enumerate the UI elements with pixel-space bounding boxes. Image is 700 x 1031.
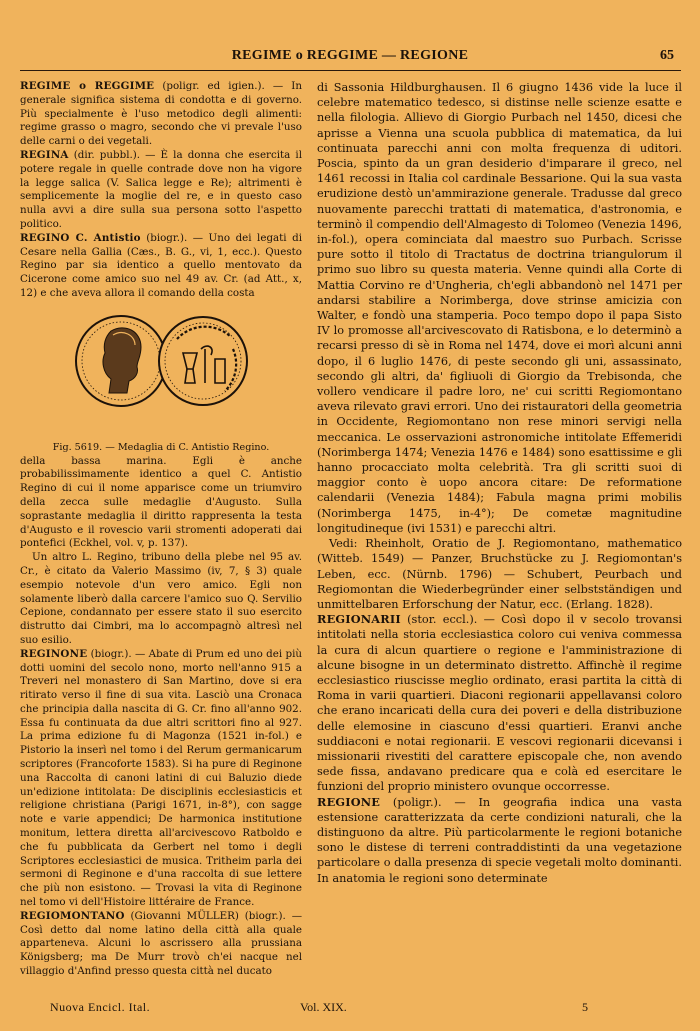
entry-headword: REGINA: [20, 148, 69, 161]
entry-headword: REGIONE: [317, 794, 381, 809]
right-column: [317, 80, 682, 886]
entry-regiomontano-refs: Vedi: Rheinholt, Oratio de J. Regiomontano, mathematico (Witteb. 1549) — Panzer, Bruchstücke zu J. Regiomontan's Leben, ecc. (Nürnb. 1796) — Schubert, Peurbach und Regiomontan die Wiederbegründer einer selbstständigen und unmittelbaren Erforschung der Natur, ecc. (Erlang. 1828).: [317, 537, 682, 611]
entry-headword: REGINO C. Antistio: [20, 231, 141, 244]
entry-regino-continued: della bassa marina. Egli è anche probabilissimamente identico a quel C. Antistio Regino di cui il nome apparisce come un triumviro della zecca sulle medaglie d'Augusto. Sulla soprastante medaglia il diritto rappresenta la testa d'Augusto e il rovescio varii stromenti adoperati dai pontefici (Eckhel, vol. v, p. 137).: [20, 454, 302, 550]
coin-figure: [20, 307, 302, 439]
entry-headword: REGIME o REGGIME: [20, 80, 155, 92]
entry-regina: REGINA (dir. pubbl.). — È la donna che esercita il potere regale in quelle contrade dove non ha vigore la legge salica (V. Salica legge e Re); altrimenti è semplicemente la moglie del re, e in questo caso nulla avvi a dire sulla sua persona sotto l'aspetto politico.: [20, 148, 302, 230]
page-number: 65: [660, 48, 674, 63]
entry-headword: REGIONARII: [317, 612, 401, 627]
entry-regione: REGIONE (poligr.). — In geografia indica una vasta estensione caratterizzata da certe condizioni naturali, che la distinguono da altre. Più particolarmente le regioni botaniche sono le distese di terreni contraddistinti da una vegetazione particolare o dalla presenza di specie vegetali molto dominanti. In anatomia le regioni sono determinate: [317, 794, 682, 885]
header-rule: [20, 70, 681, 71]
footer-signature: 5: [582, 1000, 588, 1014]
entry-regime: REGIME o REGGIME (poligr. ed igien.). — In generale significa sistema di condotta e di governo. Più specialmente è l'uso metodico degli alimenti: regime grasso o magro, secondo che vi prevale l'uso delle carni o dei vegetali.: [20, 80, 302, 148]
header-title: REGIME o REGGIME — REGIONE: [231, 48, 469, 63]
entry-regino-l: Un altro L. Regino, tribuno della plebe nel 95 av. Cr., è citato da Valerio Massimo (iv, 7, § 3) quale esempio notevole d'un vero amico. Egli non solamente liberò dalla carcere l'amico suo Q. Servilio Cepione, condannato per essere stato il suo esercito distrutto dai Cimbri, ma lo accompagnò altresì nel suo esilio.: [20, 551, 302, 646]
entry-regino: REGINO C. Antistio (biogr.). — Uno dei legati di Cesare nella Gallia (Cæs., B. G., vi, 1, ecc.). Questo Regino par sia identico a quello mentovato da Cicerone come amico suo nel 49 av. Cr. (ad Att., x, 12) e che aveva allora il comando della costa: [20, 231, 302, 299]
entry-regiomontano-continued: di Sassonia Hildburghausen. Il 6 giugno 1436 vide la luce il celebre matematico tedesco, si distinse nelle scienze esatte e nella filologia. Allievo di Giorgio Purbach nel 1450, dicesi che aprisse a Vienna una scuola pubblica di matematica, da lui continuata parecchi anni con molta frequenza di uditori. Poscia, spinto da un gran desiderio d'imparare il greco, nel 1461 recossi in Italia col cardinale Bessarione. Qui la sua vasta erudizione destò un'ammirazione generale. Tradusse dal greco nuovamente parecchi trattati di matematica, d'astronomia, e terminò il compendio dell'Almagesto di Tolomeo (Venezia 1496, in-fol.), opera cominciata dal maestro suo Purbach. Scrisse pure sotto il titolo di Tractatus de doctrina triangulorum il primo suo libro su questa materia. Venne quindi alla Corte di Mattia Corvino re d'Ungheria, ch'egli abbandonò nel 1471 per andarsi stabilire a Norimberga, dove strinse amicizia con Walter, e fondò una stamperia. Poco tempo dopo il papa Sisto IV lo promosse all'arcivescovato di Ratisbona, e lo determinò a recarsi presso di sè in Roma nel 1474, dove ei morì alcuni anni dopo, il 6 luglio 1476, di peste secondo gli uni, assassinato, secondo gli altri, da' figliuoli di Giorgio da Trebisonda, che vollero vendicare il padre loro, ne' cui scritti Regiomontano aveva rilevato gravi errori. Uno dei ristauratori della geometria in Occidente, Regiomontano non rese minori servigi nella meccanica. Le osservazioni astronomiche intitolate Effemeridi (Norimberga 1474; Venezia 1476 e 1484) sono esattissime e gli hanno procacciato molta celebrità. Tra gli scritti suoi di maggior conto è uopo ancora citare: De reformatione calendarii (Venezia 1484); Fabula magna primi mobilis (Norimberga 1475, in-4°); De cometæ magnitudine longitudineque (ivi 1531) e parecchi altri.: [317, 81, 682, 535]
footer-volume: Vol. XIX.: [300, 1000, 347, 1014]
page-footer: [20, 1000, 680, 1016]
entry-headword: REGIOMONTANO: [20, 909, 125, 922]
entry-headword: REGINONE: [20, 647, 88, 660]
entry-regiomontano: REGIOMONTANO (Giovanni MÜLLER) (biogr.). — Così detto dal nome latino della città alla quale apparteneva. Alcuni lo ascrissero alla prussiana Königsberg; ma De Murr trovò ch'ei nacque nel villaggio d'Anfind presso questa città nel ducato: [20, 909, 302, 978]
medal-illustration: [75, 309, 250, 434]
left-column: [20, 80, 302, 979]
footer-publication: Nuova Encicl. Ital.: [50, 1000, 151, 1014]
figure-caption: Fig. 5619. — Medaglia di C. Antistio Regino.: [52, 441, 270, 453]
running-header: [20, 48, 680, 68]
entry-reginone: REGINONE (biogr.). — Abate di Prum ed uno dei più dotti uomini del secolo nono, morto nell'anno 915 a Treveri nel monastero di San Martino, dove si era ritirato verso il fine di sua vita. Lasciò una Cronaca che principia dalla nascita di G. Cr. fino all'anno 902. Essa fu continuata da due altri scrittori fino al 927. La prima edizione fu di Magonza (1521 in-fol.) e Pistorio la inserì nel tomo i del Rerum germanicarum scriptores (Francoforte 1583). Si ha pure di Reginone una Raccolta di canoni latini di cui Baluzio diede un'edizione intitolata: De disciplinis ecclesiasticis et religione christiana (Parigi 1671, in-8°), con sagge note e varie appendici; De harmonica institutione monitum, lettera diretta all'arcivescovo Ratboldo e che fu pubblicata da Gerbert nel tomo i degli Scriptores ecclesiastici de musica. Tritheim parla dei sermoni di Reginone e d'una raccolta di sue lettere che più non esistono. — Trovasi la vita di Reginone nel tomo vi dell'Histoire littéraire de France.: [20, 647, 302, 909]
entry-regionarii: REGIONARII (stor. eccl.). — Così dopo il v secolo trovansi intitolati nella storia ecclesiastica coloro cui veniva commessa la cura di alcun quartiere o regione e l'amministrazione di alcune bisogne in un determinato distretto. Affinchè il regime ecclesiastico riuscisse meglio ordinato, erasi partita la città di Roma in varii quartieri. Diaconi regionarii appellavansi coloro che erano incaricati della cura dei poveri e della distribuzione delle elemosine in ciascuno d'essi quartieri. Eranvi anche suddiaconi e notai regionarii. E vescovi regionarii dicevansi i missionarii rivestiti del carattere episcopale che, non avendo sede fissa, andavano predicare qua e colà ed esercitare le funzioni del proprio ministero ovunque occorresse.: [317, 612, 682, 794]
